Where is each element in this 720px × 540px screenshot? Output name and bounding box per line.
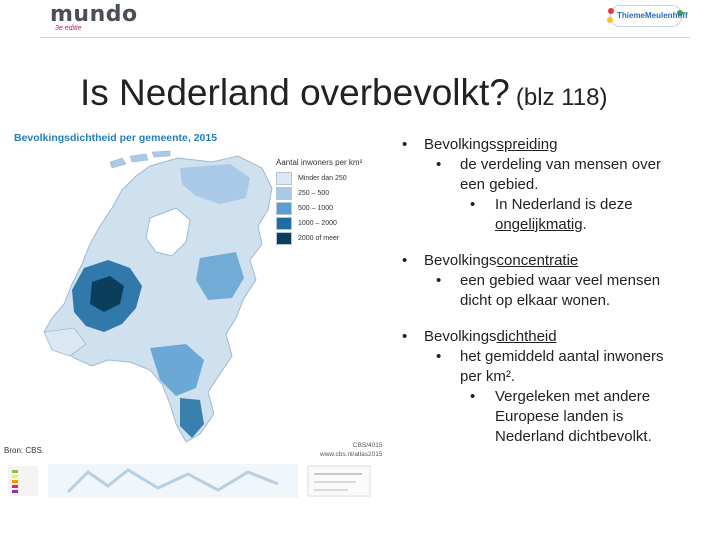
publisher-badge	[610, 5, 688, 27]
sub-bullet	[398, 347, 716, 387]
sub-sub-bullet-text: Europese landen is	[495, 408, 624, 425]
title-page-ref: (blz 118)	[515, 84, 608, 111]
sub-bullet-text: een gebied waar veel mensen	[460, 272, 661, 289]
legend-item	[276, 171, 376, 185]
sub-sub-bullet-text: Nederland dichtbevolkt.	[495, 428, 652, 445]
legend-item	[276, 201, 376, 215]
legend-item	[276, 231, 376, 245]
bullet-term: concentratie	[496, 252, 579, 269]
bullet-prefix: Bevolkings	[424, 252, 497, 269]
map-thumbnail-strip	[8, 462, 378, 500]
bullet-prefix: Bevolkings	[424, 328, 497, 345]
sub-bullet-text: per km².	[460, 368, 516, 385]
legend-title: Aantal inwoners per km²	[276, 158, 363, 167]
legend-label: 2000 of meer	[298, 234, 340, 242]
bullet-concentratie	[398, 251, 716, 271]
sub-bullet-text: een gebied.	[460, 176, 539, 193]
sub-sub-bullet-text: In Nederland is deze	[495, 196, 633, 213]
thumb-legend-box	[308, 466, 370, 496]
legend-label: Minder dan 250	[298, 174, 347, 182]
density-map-panel	[0, 128, 383, 500]
sub-bullet	[398, 155, 716, 195]
map-legend	[276, 158, 376, 246]
legend-label: 500 – 1000	[298, 204, 334, 212]
legend-label: 1000 – 2000	[298, 219, 337, 227]
title-main: Is Nederland overbevolkt?	[80, 72, 510, 113]
map-source: Bron: CBS.	[4, 446, 45, 455]
legend-item	[276, 216, 376, 230]
legend-swatch	[276, 217, 292, 230]
map-credit-line: www.cbs.nl/atlas2015	[320, 451, 383, 458]
mundo-logo	[50, 2, 138, 32]
sub-bullet-text: het gemiddeld aantal inwoners	[460, 348, 664, 365]
sub-bullet	[398, 271, 716, 311]
bullet-term: dichtheid	[496, 328, 557, 345]
bullet-dichtheid	[398, 327, 716, 347]
badge-text: ThiemeMeulenhoff	[617, 11, 688, 20]
sub-sub-bullet	[398, 195, 716, 235]
slide-header	[0, 0, 720, 40]
bullet-spreiding	[398, 135, 716, 155]
map-credit-line: CBS/4015	[352, 442, 383, 449]
legend-swatch	[276, 232, 292, 245]
logo-edition: 3e editie	[55, 25, 82, 32]
map-credit	[320, 441, 383, 459]
sub-sub-bullet-text: .	[582, 216, 587, 233]
header-divider	[40, 37, 690, 38]
legend-swatch	[276, 172, 292, 185]
legend-swatch	[276, 202, 292, 215]
badge-dot-icon	[608, 8, 614, 14]
legend-swatch	[276, 187, 292, 200]
sub-bullet-text: dicht op elkaar wonen.	[460, 292, 611, 309]
map-title: Bevolkingsdichtheid per gemeente, 2015	[14, 132, 218, 144]
bullet-term: spreiding	[496, 136, 558, 153]
legend-item	[276, 186, 376, 200]
sub-sub-bullet	[398, 387, 716, 447]
sub-sub-bullet-term: ongelijkmatig	[495, 216, 583, 233]
legend-label: 250 – 500	[298, 189, 330, 197]
sub-bullet-text: de verdeling van mensen over	[460, 156, 661, 173]
netherlands-map	[0, 148, 300, 448]
sub-sub-bullet-text: Vergeleken met andere	[495, 388, 651, 405]
bullet-prefix: Bevolkings	[424, 136, 497, 153]
slide-title	[80, 72, 607, 114]
badge-dot-icon	[607, 17, 613, 23]
bullet-list	[398, 135, 716, 447]
logo-text: mundo	[50, 2, 138, 27]
